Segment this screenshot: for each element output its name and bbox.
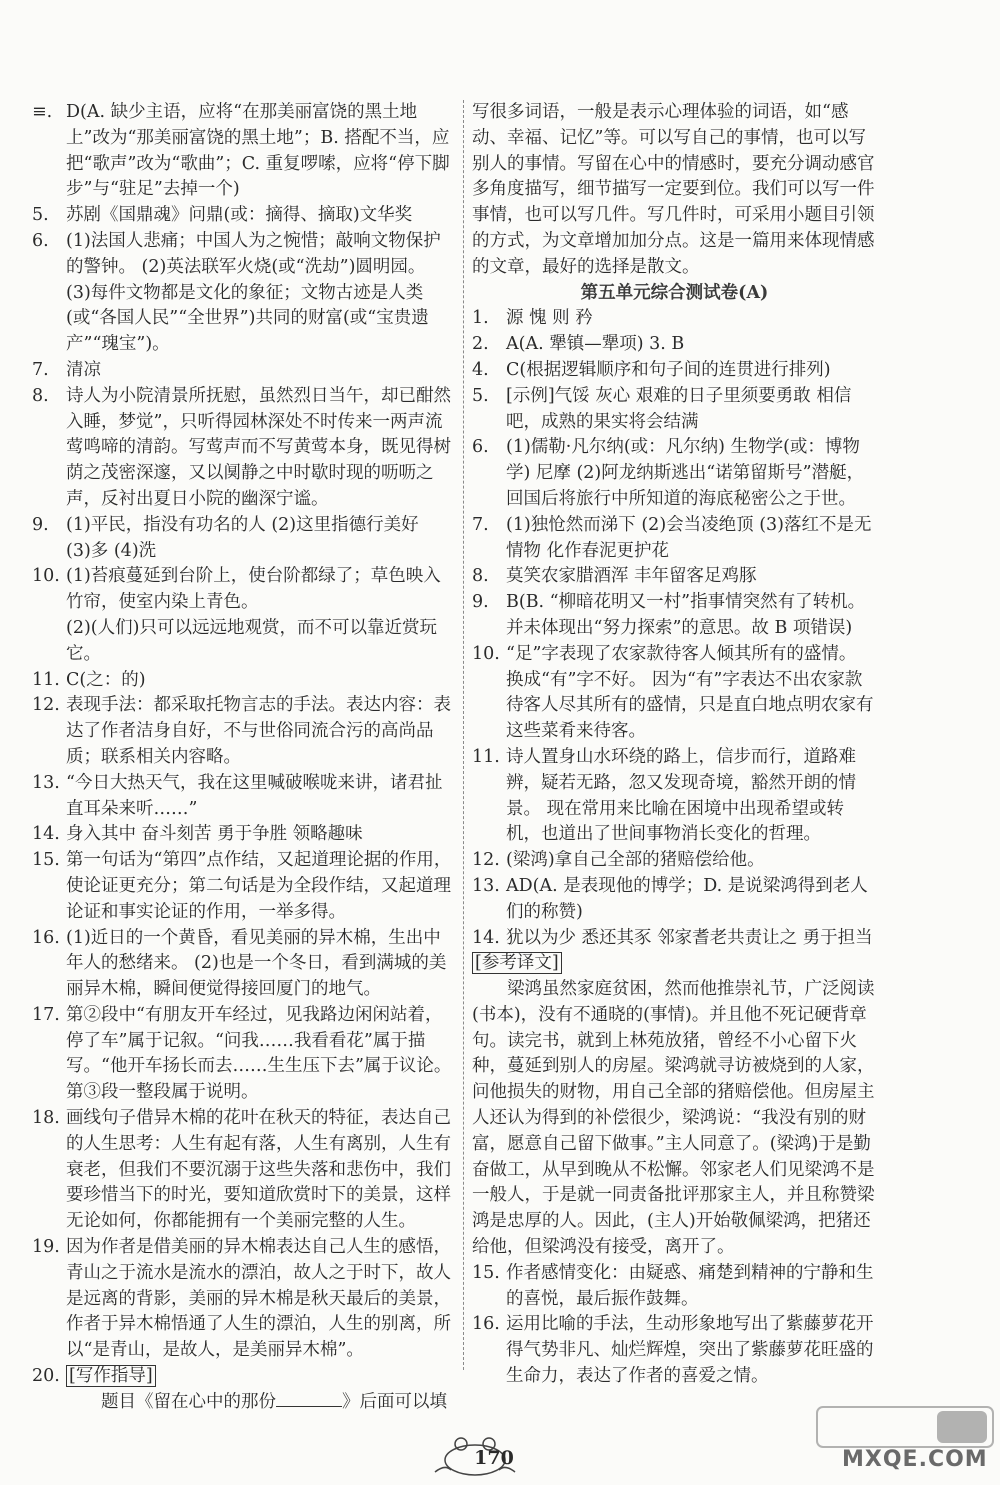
- answer-number: 15.: [472, 1262, 500, 1283]
- writing-guide-text: [32, 1390, 458, 1416]
- answer-item: [32, 926, 458, 1003]
- writing-guide-continued: 写很多词语，一般是表示心理体验的词语，如“感动、幸福、记忆”等。可以写自己的事情，也可以写别人的事情。写留在心中的情感时，要充分调动感官多角度描写，细节描写一定要到位。我们可以写一件事情，也可以写几件。写几件时，可采用小题目引领的方式，为文章增加加分点。这是一篇用来体现情感的文章，最好的选择是散文。: [472, 102, 875, 277]
- answer-text: 莫笑农家腊酒浑 丰年留客足鸡豚: [506, 566, 757, 587]
- answer-text: (1)近日的一个黄昏，看见美丽的异木棉，生出中年人的愁绪来。 (2)也是一个冬日，看到满城的美丽异木棉，瞬间便觉得接回厦门的地气。: [66, 927, 447, 1000]
- answer-text: (1)苔痕蔓延到台阶上，使台阶都绿了；草色映入竹帘，使室内染上青色。: [66, 566, 441, 613]
- answer-item: [32, 384, 458, 513]
- answer-number: 2.: [472, 334, 489, 355]
- answer-item: [32, 100, 458, 203]
- answer-number: 6.: [32, 230, 49, 251]
- answer-number: 5.: [32, 205, 49, 226]
- answer-text: (2)(人们)只可以远远地观赏，而不可以靠近赏玩它。: [66, 617, 437, 664]
- answer-text: 画线句子借异木棉的花叶在秋天的特征，表达自己的人生思考：人生有起有落，人生有离别，人生有衰老，但我们不要沉溺于这些失落和悲伤中，我们要珍惜当下的时光，要知道欣赏时下的美景，这样无论如何，你都能拥有一个美丽完整的人生。: [66, 1108, 451, 1232]
- answer-item: [32, 771, 458, 823]
- answer-text: 运用比喻的手法，生动形象地写出了紫藤萝花开得气势非凡、灿烂辉煌，突出了紫藤萝花旺盛的生命力，表达了作者的喜爱之情。: [506, 1314, 874, 1387]
- answer-item: [472, 306, 877, 332]
- answer-item: [32, 848, 458, 925]
- answer-text: A(A. 犟镇—犟项) 3. B: [506, 334, 685, 355]
- answer-number: 19.: [32, 1237, 60, 1258]
- watermark-text: MXQE.COM: [842, 1447, 988, 1472]
- writing-guide-text-a: 题目《留在心中的那份: [101, 1391, 276, 1412]
- answer-text: 犹以为少 悉还其豕 邻家耆老共责让之 勇于担当: [506, 927, 873, 948]
- writing-guide-text-b: 》后面可以填: [342, 1391, 447, 1412]
- answer-text: AD(A. 是表现他的博学；D. 是说梁鸿得到老人们的称赞): [506, 875, 868, 922]
- answer-number: 4.: [472, 359, 489, 380]
- answer-text: (梁鸿)拿自己全部的猪赔偿给他。: [506, 850, 765, 871]
- answer-item: [32, 616, 458, 668]
- answer-item: [472, 668, 877, 745]
- answer-text: 第一句话为“第四”点作结，又起道理论据的作用，使论证更充分；第二句话是为全段作结，又起道理论证和事实论证的作用，一举多得。: [66, 850, 452, 922]
- answer-text: (1)平民，指没有功名的人 (2)这里指德行美好: [66, 514, 419, 535]
- answer-text: D(A. 缺少主语，应将“在那美丽富饶的黑土地上”改为“那美丽富饶的黑土地”；B. 搭配不当，应把“歌声”改为“歌曲”；C. 重复啰嗦，应将“停下脚步”与“驻足”去掉一个): [66, 102, 450, 200]
- answer-text: 换成“有”字不好。 因为“有”字表达不出农家款待客人尽其所有的盛情，只是直白地点明农家有这些菜肴来待客。: [506, 669, 874, 742]
- answer-item: [32, 281, 458, 358]
- answer-text: 身入其中 奋斗刻苦 勇于争胜 领略趣味: [66, 824, 363, 845]
- answer-item: [472, 926, 877, 952]
- reference-translation-text: 梁鸿虽然家庭贫困，然而他推崇礼节，广泛阅读(书本)，没有不通晓的(事情)。并且他不死记硬背章句。读完书，就到上林苑放猪，曾经不小心留下火种，蔓延到别人的房屋。梁鸿就寻访被烧到的人家，问他损失的财物，用自己全部的猪赔偿他。但房屋主人还认为得到的补偿很少，梁鸿说：“我没有别的财富，愿意自己留下做事。”主人同意了。(梁鸿)于是勤奋做工，从早到晚从不松懈。邻家老人们见梁鸿不是一般人，于是就一同责备批评那家主人，并且称赞梁鸿是忠厚的人。因此，(主人)开始敬佩梁鸿，把猪还给他，但梁鸿没有接受，离开了。: [472, 979, 875, 1258]
- answer-item: [32, 564, 458, 616]
- answer-item: [32, 1106, 458, 1235]
- answer-item: [32, 1235, 458, 1364]
- answer-text: 苏剧《国鼎魂》问鼎(或：摘得、摘取)文华奖: [66, 205, 413, 226]
- answer-item-20: [32, 1364, 458, 1390]
- answer-number: 6.: [472, 437, 489, 458]
- answer-item: [472, 332, 877, 358]
- answer-number: 15.: [32, 850, 60, 871]
- answer-text: 作者感情变化：由疑惑、痛楚到精神的宁静和生的喜悦，最后振作鼓舞。: [506, 1262, 874, 1309]
- answer-item: [32, 1003, 458, 1106]
- answer-item: [32, 203, 458, 229]
- answer-item: [472, 384, 877, 436]
- answer-item: [472, 848, 877, 874]
- answer-item: [32, 358, 458, 384]
- right-answer-list-2: [472, 1261, 877, 1390]
- left-answer-list: [32, 100, 458, 1364]
- answer-number: 13.: [472, 875, 500, 896]
- answer-text: (3)多 (4)洗: [66, 540, 157, 561]
- page-number: 170: [474, 1447, 514, 1469]
- answer-text: “今日大热天气，我在这里喊破喉咙来讲，诸君扯直耳朵来听……”: [66, 772, 443, 819]
- answer-text: “足”字表现了农家款待客人倾其所有的盛情。: [506, 643, 857, 664]
- answer-item: [32, 822, 458, 848]
- fill-blank-line: [276, 1390, 342, 1407]
- left-column: [32, 100, 458, 1416]
- answer-number: 5.: [472, 385, 489, 406]
- column-divider: [463, 100, 464, 1370]
- answer-item: [472, 1261, 877, 1313]
- answer-item: [472, 590, 877, 642]
- answer-text: 诗人为小院清景所抚慰，虽然烈日当午，却已酣然入睡，梦觉”，只听得园林深处不时传来一两声流莺鸣啼的清韵。写莺声而不写黄莺本身，既见得树荫之茂密深邃，又以阒静之中时歇时现的呖呖之声，反衬出夏日小院的幽深宁谧。: [66, 385, 451, 509]
- answer-number: 13.: [32, 772, 60, 793]
- answer-item: [472, 564, 877, 590]
- answer-text: (1)法国人悲痛；中国人为之惋惜；敲响文物保护的警钟。 (2)英法联军火烧(或“洗劫”)圆明园。: [66, 230, 441, 277]
- answer-item: [32, 539, 458, 565]
- answer-number: 16.: [472, 1314, 500, 1335]
- answer-item: [32, 229, 458, 281]
- answer-number: 16.: [32, 927, 60, 948]
- answer-number: 9.: [32, 514, 49, 535]
- answer-number: 17.: [32, 1004, 60, 1025]
- answer-text: 第②段中“有朋友开车经过，见我路边闲闲站着，停了车”属于记叙。“问我……我看看花”属于描写。“他开车扬长而去……生生压下去”属于议论。第③段一整段属于说明。: [66, 1004, 452, 1103]
- reference-translation-tag-row: [472, 951, 877, 977]
- answer-number: 8.: [472, 566, 489, 587]
- section-heading: 第五单元综合测试卷(A): [580, 282, 769, 303]
- answer-item: [472, 874, 877, 926]
- answer-item: [32, 513, 458, 539]
- answer-text: B(B. “柳暗花明又一村”指事情突然有了转机。并未体现出“努力探索”的意思。故 B 项错误): [506, 592, 866, 638]
- answer-number: 14.: [32, 824, 60, 845]
- answer-number: 10.: [472, 643, 500, 664]
- answer-text: (3)每件文物都是文化的象征；文物古迹是人类(或“各国人民”“全世界”)共同的财富(或“宝贵遗产”“瑰宝”)。: [66, 282, 429, 355]
- answer-number: 10.: [32, 566, 60, 587]
- answer-text: 因为作者是借美丽的异木棉表达自己人生的感悟，青山之于流水是流水的漂泊，故人之于时下，故人是远离的背影，美丽的异木棉是秋天最后的美景，作者于异木棉悟通了人生的漂泊，人生的别离，所以“是青山，是故人，是美丽异木棉”。: [66, 1237, 451, 1361]
- answer-item: [472, 642, 877, 668]
- answer-number: 14.: [472, 927, 500, 948]
- answer-item: [472, 745, 877, 848]
- answer-number: ≡.: [32, 102, 53, 122]
- answer-text: C(之：的): [66, 669, 146, 690]
- answer-number: 20.: [32, 1366, 60, 1387]
- answer-number: 11.: [472, 746, 500, 767]
- answer-item: [472, 435, 877, 512]
- answer-item: [472, 358, 877, 384]
- answer-text: 诗人置身山水环绕的路上，信步而行，道路难辨，疑若无路，忽又发现奇境，豁然开朗的情景。 现在常用来比喻在困境中出现希望或转机，也道出了世间事物消长变化的哲理。: [506, 746, 856, 845]
- answer-item: [472, 1312, 877, 1389]
- answer-number: 1.: [472, 308, 489, 329]
- right-column: [472, 100, 877, 1390]
- answer-text: 源 愧 则 矜: [506, 308, 593, 329]
- answer-text: [示例]气馁 灰心 艰难的日子里须要勇敢 相信吧，成熟的果实将会结满: [506, 385, 852, 432]
- answer-text: 清凉: [66, 359, 101, 380]
- answer-number: 12.: [472, 850, 500, 871]
- answer-number: 12.: [32, 695, 60, 716]
- answer-number: 8.: [32, 385, 49, 406]
- answer-number: 7.: [472, 514, 489, 535]
- answer-number: 11.: [32, 669, 60, 690]
- answer-number: 7.: [32, 359, 49, 380]
- answer-number: 18.: [32, 1108, 60, 1129]
- answer-item: [472, 513, 877, 565]
- reference-translation-tag: [参考译文]: [472, 952, 562, 974]
- answer-text: (1)独怆然而涕下 (2)会当凌绝顶 (3)落红不是无情物 化作春泥更护花: [506, 514, 872, 561]
- writing-guide-tag: [写作指导]: [66, 1365, 156, 1387]
- answer-item: [32, 693, 458, 770]
- answer-text: C(根据逻辑顺序和句子间的连贯进行排列): [506, 359, 831, 380]
- answer-text: 表现手法：都采取托物言志的手法。表达内容：表达了作者洁身自好，不与世俗同流合污的高尚品质；联系相关内容略。: [66, 695, 451, 767]
- right-answer-list: [472, 306, 877, 951]
- answer-text: (1)儒勒·凡尔纳(或：凡尔纳) 生物学(或：博物学) 尼摩 (2)阿龙纳斯逃出“诺第留斯号”潜艇，回国后将旅行中所知道的海底秘密公之于世。: [506, 437, 865, 509]
- answer-number: 9.: [472, 592, 489, 613]
- answer-item: [32, 668, 458, 694]
